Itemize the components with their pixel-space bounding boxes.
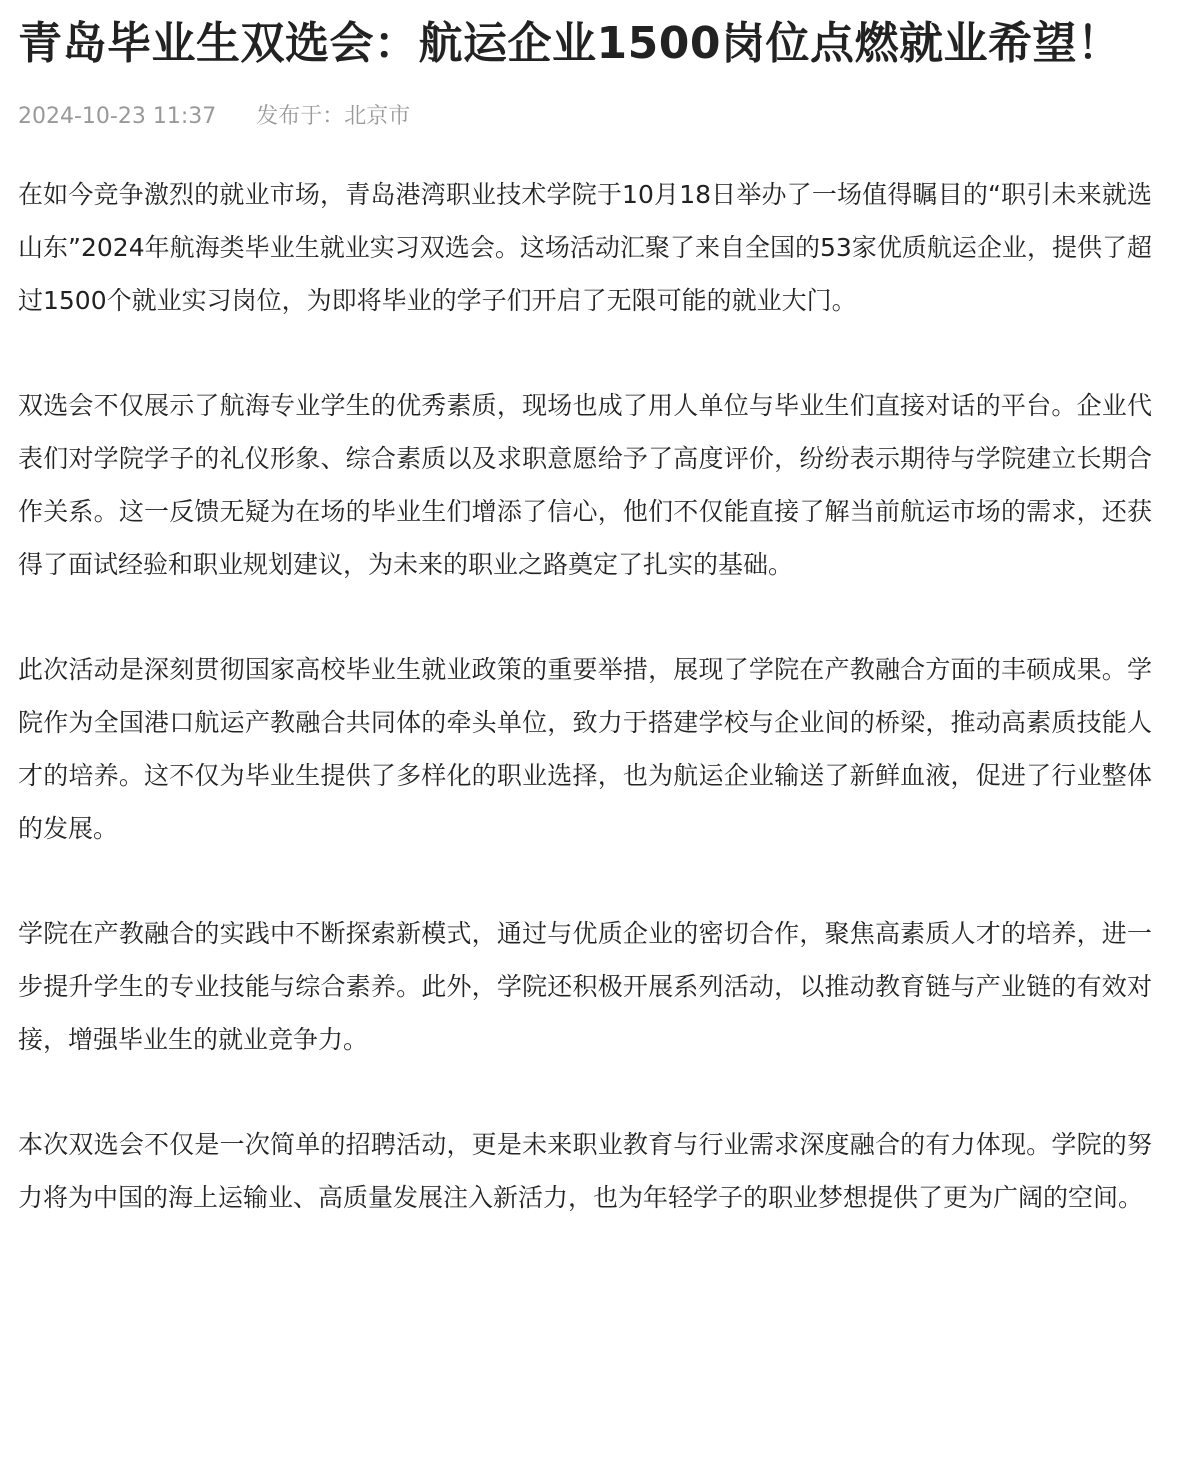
paragraph: 学院在产教融合的实践中不断探索新模式，通过与优质企业的密切合作，聚焦高素质人才的培养，进一步提升学生的专业技能与综合素养。此外，学院还积极开展系列活动，以推动教育链与产业链的有效对接，增强毕业生的就业竞争力。 <box>18 919 1152 1054</box>
paragraph: 此次活动是深刻贯彻国家高校毕业生就业政策的重要举措，展现了学院在产教融合方面的丰硕成果。学院作为全国港口航运产教融合共同体的牵头单位，致力于搭建学校与企业间的桥梁，推动高素质技能人才的培养。这不仅为毕业生提供了多样化的职业选择，也为航运企业输送了新鲜血液，促进了行业整体的发展。 <box>18 655 1152 843</box>
publish-datetime: 2024-10-23 11:37 <box>18 104 217 129</box>
article-title: 青岛毕业生双选会：航运企业1500岗位点燃就业希望！ <box>18 18 1122 69</box>
article-meta <box>18 102 1152 132</box>
publish-location: 发布于：北京市 <box>256 104 411 129</box>
paragraph: 在如今竞争激烈的就业市场，青岛港湾职业技术学院于10月18日举办了一场值得瞩目的“职引未来就选山东”2024年航海类毕业生就业实习双选会。这场活动汇聚了来自全国的53家优质航运企业，提供了超过1500个就业实习岗位，为即将毕业的学子们开启了无限可能的就业大门。 <box>18 180 1152 315</box>
paragraph: 双选会不仅展示了航海专业学生的优秀素质，现场也成了用人单位与毕业生们直接对话的平台。企业代表们对学院学子的礼仪形象、综合素质以及求职意愿给予了高度评价，纷纷表示期待与学院建立长期合作关系。这一反馈无疑为在场的毕业生们增添了信心，他们不仅能直接了解当前航运市场的需求，还获得了面试经验和职业规划建议，为未来的职业之路奠定了扎实的基础。 <box>18 391 1152 579</box>
article-body <box>18 168 1152 1224</box>
paragraph: 本次双选会不仅是一次简单的招聘活动，更是未来职业教育与行业需求深度融合的有力体现。学院的努力将为中国的海上运输业、高质量发展注入新活力，也为年轻学子的职业梦想提供了更为广阔的空间。 <box>18 1130 1152 1212</box>
